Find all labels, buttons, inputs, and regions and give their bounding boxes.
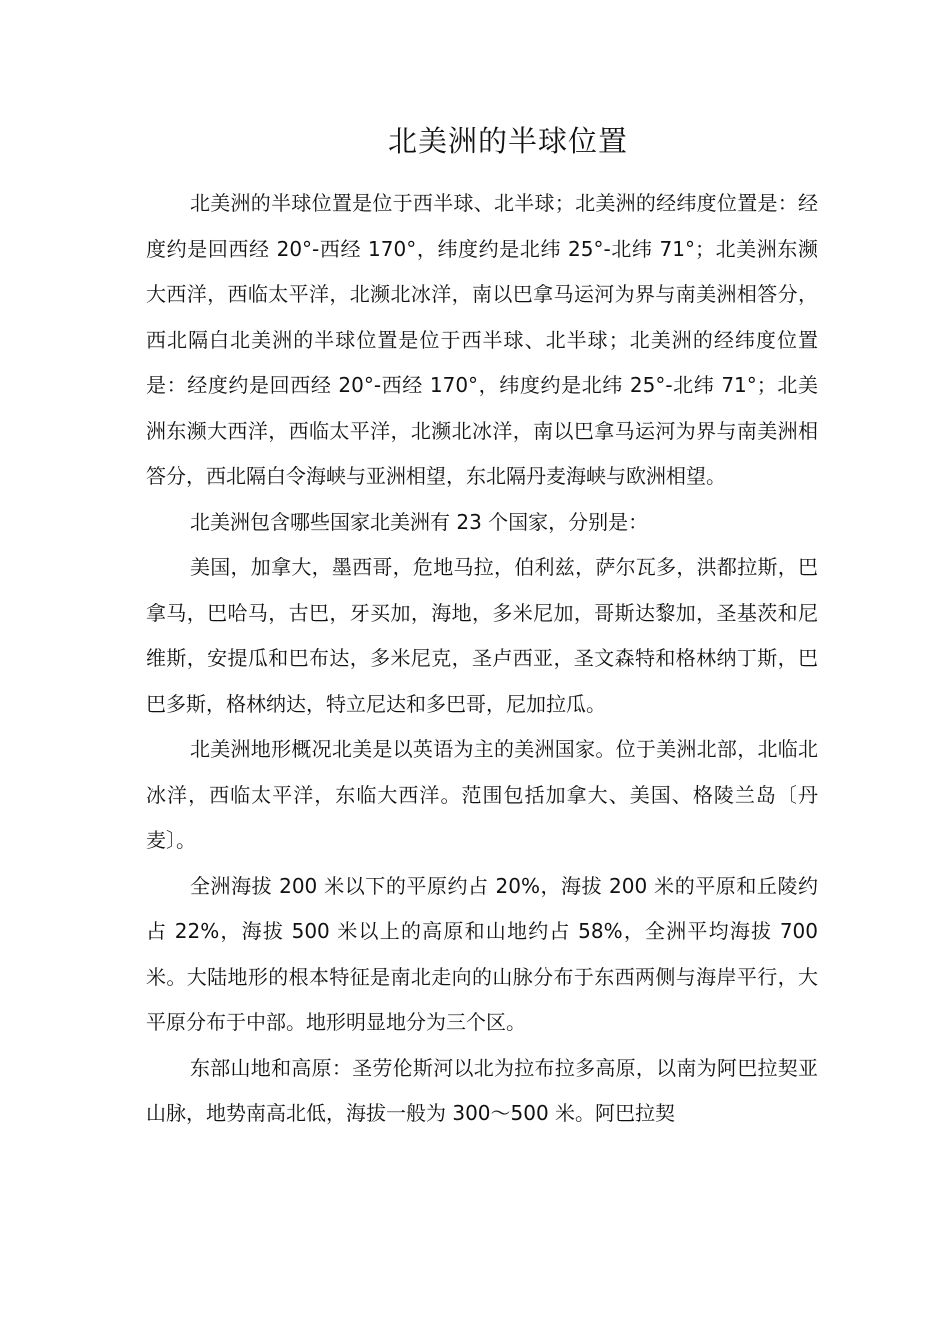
document-body xyxy=(146,181,818,1137)
paragraph-eastern-highlands: 东部山地和高原：圣劳伦斯河以北为拉布拉多高原，以南为阿巴拉契亚山脉，地势南高北低，海拔一般为 300～500 米。阿巴拉契 xyxy=(146,1055,818,1125)
paragraph-terrain-overview: 北美洲地形概况北美是以英语为主的美洲国家。位于美洲北部，北临北冰洋，西临太平洋，东临大西洋。范围包括加拿大、美国、格陵兰岛〔丹麦〕。 xyxy=(146,737,818,852)
paragraph-elevation: 全洲海拔 200 米以下的平原约占 20%，海拔 200 米的平原和丘陵约占 22%，海拔 500 米以上的高原和山地约占 58%，全洲平均海拔 700 米。大陆地形的根本特征是南北走向的山脉分布于东西两侧与海岸平行，大平原分布于中部。地形明显地分为三个区。 xyxy=(146,873,818,1034)
paragraph-countries-list: 美国，加拿大，墨西哥，危地马拉，伯利兹，萨尔瓦多，洪都拉斯，巴拿马，巴哈马，古巴，牙买加，海地，多米尼加，哥斯达黎加，圣基茨和尼维斯，安提瓜和巴布达，多米尼克，圣卢西亚，圣文森特和格林纳丁斯，巴巴多斯，格林纳达，特立尼达和多巴哥，尼加拉瓜。 xyxy=(146,555,818,716)
paragraph-hemisphere-position: 北美洲的半球位置是位于西半球、北半球；北美洲的经纬度位置是：经度约是回西经 20°-西经 170°，纬度约是北纬 25°-北纬 71°；北美洲东濒大西洋，西临太平洋，北濒北冰洋，南以巴拿马运河为界与南美洲相答分，西北隔白北美洲的半球位置是位于西半球、北半球；北美洲的经纬度位置是：经度约是回西经 20°-西经 170°，纬度约是北纬 25°-北纬 71°；北美洲东濒大西洋，西临太平洋，北濒北冰洋，南以巴拿马运河为界与南美洲相答分，西北隔白令海峡与亚洲相望，东北隔丹麦海峡与欧洲相望。 xyxy=(146,191,818,488)
document-title: 北美洲的半球位置 xyxy=(387,124,628,158)
paragraph-countries-intro: 北美洲包含哪些国家北美洲有 23 个国家，分别是： xyxy=(190,509,649,534)
